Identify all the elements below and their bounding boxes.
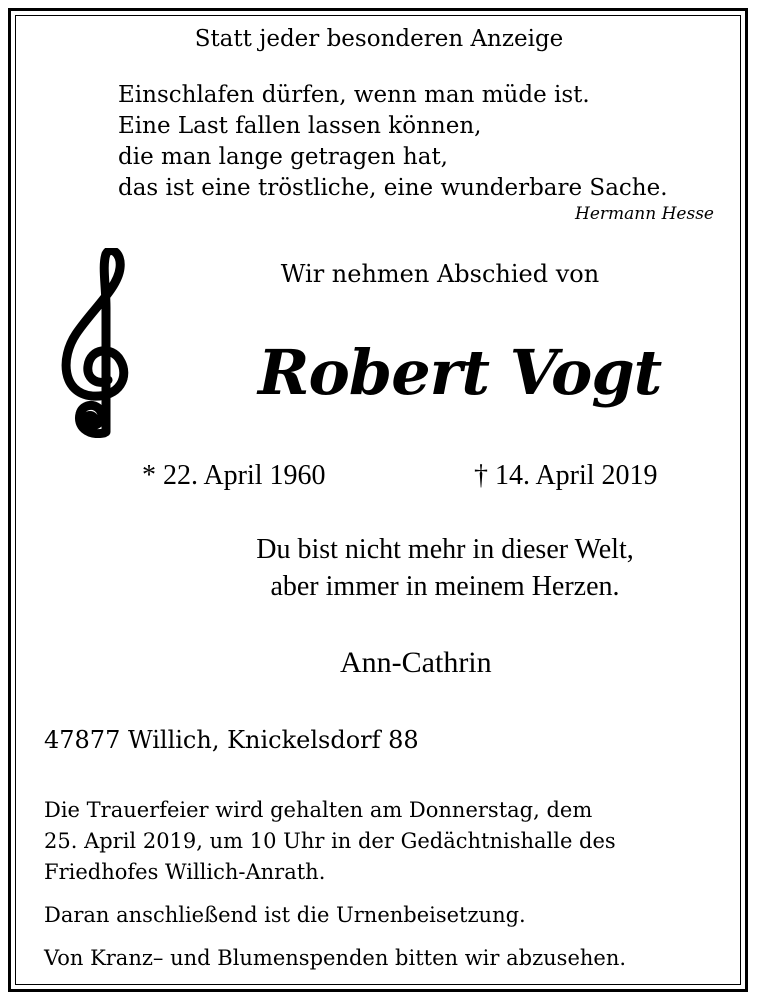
info-line-4: Daran anschließend ist die Urnenbeisetzung. (44, 903, 526, 927)
deceased-name: Robert Vogt (258, 336, 662, 409)
signer-name: Ann-Cathrin (340, 646, 492, 679)
birth-date: * 22. April 1960 (142, 460, 326, 491)
death-date: † 14. April 2019 (474, 460, 658, 491)
farewell-line: Wir nehmen Abschied von (280, 260, 600, 288)
verse-line-1: Du bist nicht mehr in dieser Welt, (256, 534, 634, 565)
address: 47877 Willich, Knickelsdorf 88 (44, 726, 419, 754)
info-line-5: Von Kranz– und Blumenspenden bitten wir abzusehen. (44, 946, 627, 970)
poem-line-3: die man lange getragen hat, (118, 144, 448, 170)
poem-line-1: Einschlafen dürfen, wenn man müde ist. (118, 82, 590, 108)
info-line-1: Die Trauerfeier wird gehalten am Donnerstag, dem (44, 798, 593, 822)
info-line-3: Friedhofes Willich-Anrath. (44, 860, 326, 884)
poem-line-2: Eine Last fallen lassen können, (118, 113, 482, 139)
poem-line-4: das ist eine tröstliche, eine wunderbare Sache. (118, 175, 668, 201)
verse-line-2: aber immer in meinem Herzen. (270, 571, 620, 602)
info-line-2: 25. April 2019, um 10 Uhr in der Gedächtnishalle des (44, 829, 616, 853)
notice-header: Statt jeder besonderen Anzeige (194, 26, 564, 52)
poem-author: Hermann Hesse (575, 204, 714, 224)
